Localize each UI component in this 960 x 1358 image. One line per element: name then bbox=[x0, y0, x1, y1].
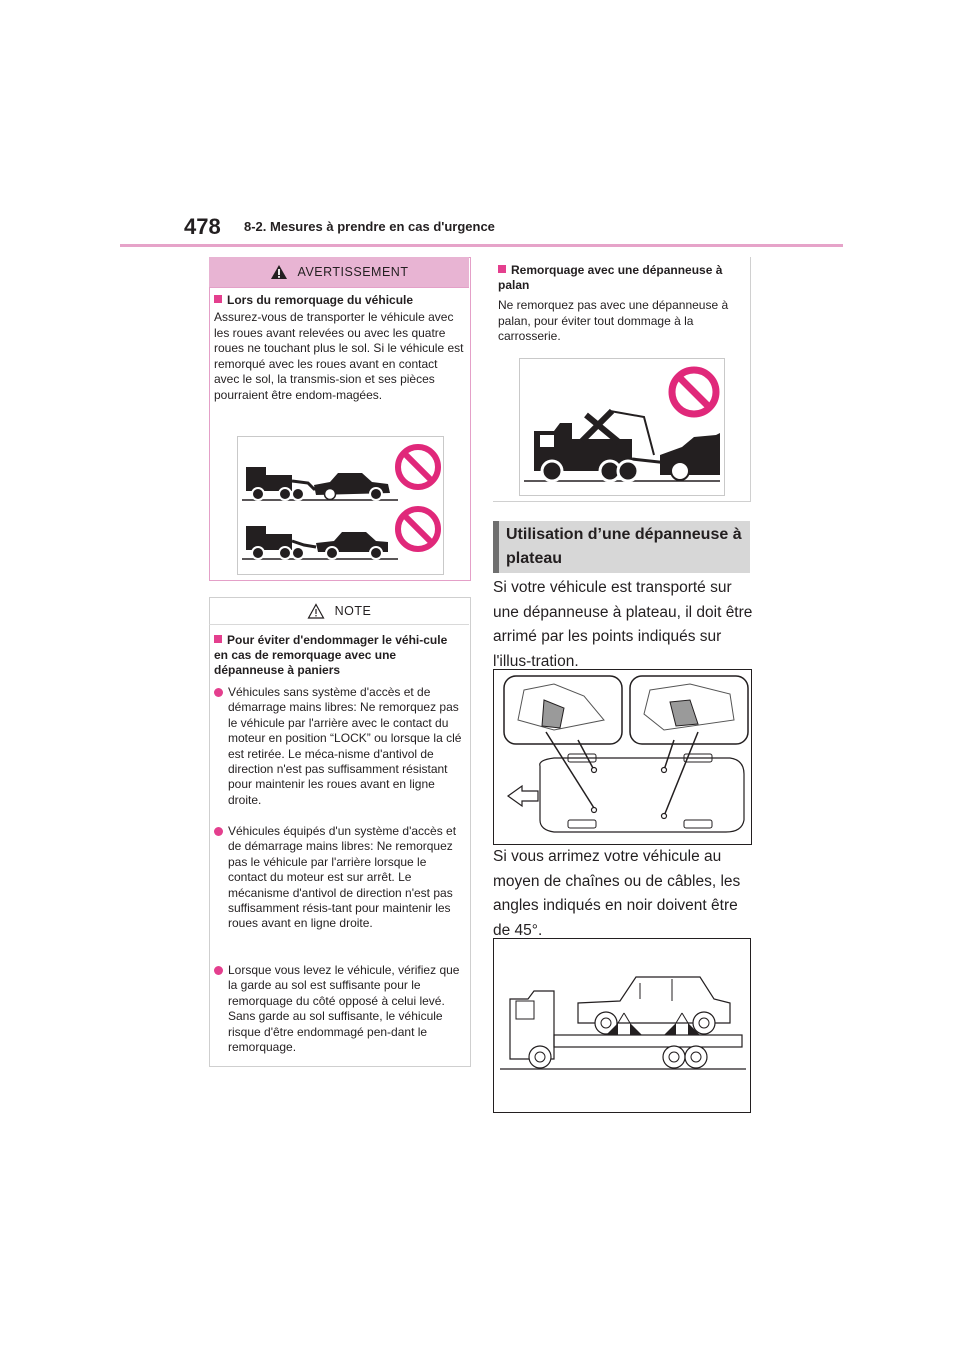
header-rule bbox=[120, 244, 843, 247]
note-header bbox=[209, 597, 469, 625]
warning-subheading-text: Lors du remorquage du véhicule bbox=[227, 293, 414, 307]
warning-subheading bbox=[214, 293, 464, 308]
palan-text: Ne remorquez pas avec une dépanneuse à palan, pour éviter tout dommage à la carrosserie. bbox=[498, 298, 729, 344]
round-bullet-icon bbox=[214, 688, 223, 697]
page-number: 478 bbox=[184, 214, 221, 239]
note-title: NOTE bbox=[334, 603, 372, 618]
note-subheading bbox=[214, 633, 464, 678]
note-item bbox=[214, 963, 466, 1055]
square-bullet-icon bbox=[214, 635, 222, 643]
round-bullet-icon bbox=[214, 827, 223, 836]
plateau-text-2: Si vous arrimez votre véhicule au moyen de chaînes ou de câbles, les angles indiqués en noir doivent être de 45°. bbox=[493, 848, 741, 939]
round-bullet-icon bbox=[214, 966, 223, 975]
note-subheading-text: Pour éviter d'endommager le véhi-cule en cas de remorquage avec une dépanneuse à paniers bbox=[214, 633, 448, 677]
warning-triangle-icon bbox=[270, 264, 288, 280]
square-bullet-icon bbox=[498, 265, 506, 273]
section-heading-accent bbox=[493, 521, 499, 573]
note-item bbox=[214, 824, 466, 932]
section-title: 8-2. Mesures à prendre en cas d'urgence bbox=[244, 219, 495, 234]
palan-subheading bbox=[498, 263, 743, 293]
flatbed-truck-illustration bbox=[493, 938, 751, 1113]
section-heading: Utilisation d’une dépanneuse à plateau bbox=[506, 526, 742, 567]
plateau-text-1: Si votre véhicule est transporté sur une dépanneuse à plateau, il doit être arrimé par les points indiqués sur l'illus-tration. bbox=[493, 579, 753, 670]
square-bullet-icon bbox=[214, 295, 222, 303]
tie-down-points-illustration bbox=[493, 669, 752, 845]
note-item-text: Véhicules équipés d'un système d'accès et de démarrage mains libres: Ne remorquez pas le véhicule par l'arrière lorsque le contact du moteur est sur arrêt. Le mécanisme d'antivol de direction n'est pas suffisamment résis-tant pour maintenir les roues avant en ligne droite. bbox=[228, 824, 457, 931]
warning-header bbox=[209, 257, 469, 288]
note-item bbox=[214, 685, 466, 808]
note-item-text: Lorsque vous levez le véhicule, vérifiez que la garde au sol est suffisante pour le remorquage du côté opposé à celui levé. Sans garde au sol suffisante, le véhicule risque d'être endommagé pen-dant le remorquage. bbox=[228, 963, 460, 1055]
hoist-tow-truck-illustration bbox=[519, 358, 725, 496]
note-item-text: Véhicules sans système d'accès et de démarrage mains libres: Ne remorquez pas le véhicule par l'arrière avec le contact du moteur en position “LOCK” ou lorsque la clé est retirée. Le méca-nisme d'antivol de direction n'est pas suffisamment résistant pour maintenir les roues avant en ligne droite. bbox=[228, 685, 462, 807]
towing-wheels-illustration bbox=[237, 436, 444, 575]
palan-subheading-text: Remorquage avec une dépanneuse à palan bbox=[498, 263, 723, 292]
caution-triangle-icon bbox=[307, 603, 325, 619]
warning-text: Assurez-vous de transporter le véhicule avec les roues avant relevées ou avec les quatre roues ne touchant plus le sol. Si le véhicule est remorqué avec les roues avant en contact avec le sol, la transmis-sion et ses pièces pourraient être endom-magées. bbox=[214, 310, 464, 402]
warning-title: AVERTISSEMENT bbox=[297, 265, 409, 279]
